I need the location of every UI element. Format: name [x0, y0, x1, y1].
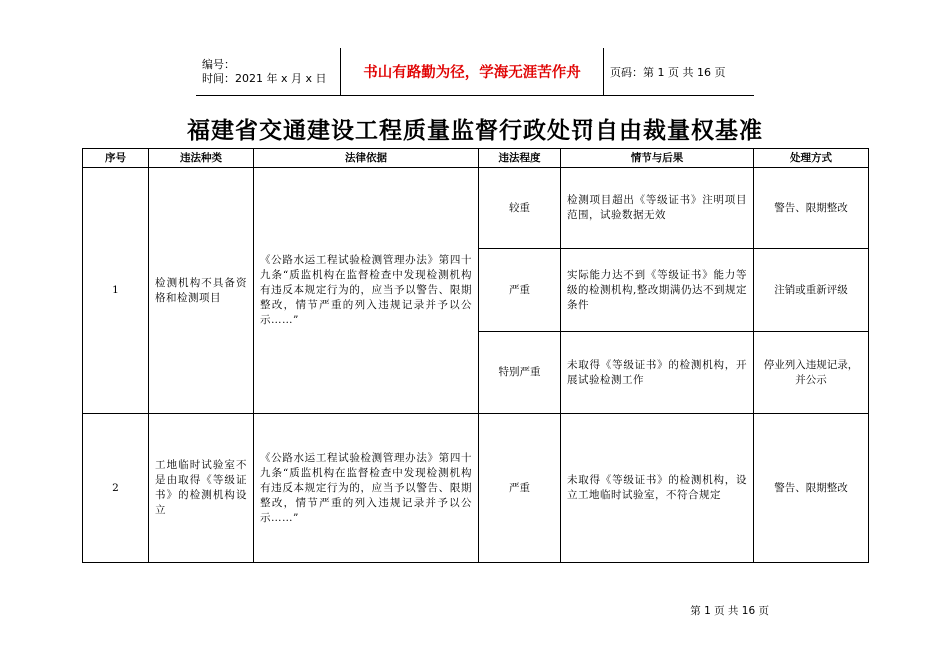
page-footer	[690, 603, 769, 618]
column-header-basis: 法律依据	[254, 149, 479, 168]
footer-mid: 页 共	[714, 605, 739, 617]
circumstance: 检测项目超出《等级证书》注明项目范围，试验数据无效	[561, 168, 754, 249]
document-title: 福建省交通建设工程质量监督行政处罚自由裁量权基准	[187, 117, 763, 144]
document-header	[196, 48, 754, 96]
row-number: 2	[83, 414, 149, 563]
violation-degree: 特别严重	[479, 332, 561, 414]
violation-degree: 严重	[479, 414, 561, 563]
number-label: 编号：	[202, 57, 235, 71]
table-row	[83, 414, 869, 563]
header-meta	[196, 48, 341, 96]
column-header-circumstance: 情节与后果	[561, 149, 754, 168]
violation-degree: 严重	[479, 249, 561, 332]
circumstance: 未取得《等级证书》的检测机构，开展试验检测工作	[561, 332, 754, 414]
legal-basis: 《公路水运工程试验检测管理办法》第四十九条“质监机构在监督检查中发现检测机构有违反本规定行为的，应当予以警告、限期整改，情节严重的列入违规记录并予以公示……”	[254, 168, 479, 414]
time-label: 时间：2021 年 x 月 x 日	[202, 71, 327, 85]
column-header-degree: 违法程度	[479, 149, 561, 168]
header-page-info: 页码：第 1 页 共 16 页	[604, 48, 755, 96]
footer-prefix: 第	[690, 605, 701, 617]
footer-page-number: 1	[704, 605, 711, 617]
violation-degree: 较重	[479, 168, 561, 249]
header-motto: 书山有路勤为径，学海无涯苦作舟	[341, 48, 604, 96]
penalty-table	[82, 148, 869, 563]
legal-basis: 《公路水运工程试验检测管理办法》第四十九条“质监机构在监督检查中发现检测机构有违反本规定行为的，应当予以警告、限期整改，情节严重的列入违规记录并予以公示……”	[254, 414, 479, 563]
footer-total-pages: 16	[741, 605, 756, 617]
column-header-type: 违法种类	[149, 149, 254, 168]
table-row	[83, 168, 869, 249]
action: 警告、限期整改	[754, 414, 869, 563]
column-header-no: 序号	[83, 149, 149, 168]
action: 停业列入违规记录，并公示	[754, 332, 869, 414]
column-header-action: 处理方式	[754, 149, 869, 168]
circumstance: 未取得《等级证书》的检测机构，设立工地临时试验室，不符合规定	[561, 414, 754, 563]
action: 警告、限期整改	[754, 168, 869, 249]
action: 注销或重新评级	[754, 249, 869, 332]
violation-type: 工地临时试验室不是由取得《等级证书》的检测机构设立	[149, 414, 254, 563]
violation-type: 检测机构不具备资格和检测项目	[149, 168, 254, 414]
circumstance: 实际能力达不到《等级证书》能力等级的检测机构,整改期满仍达不到规定条件	[561, 249, 754, 332]
table-header-row	[83, 149, 869, 168]
footer-suffix: 页	[758, 605, 769, 617]
row-number: 1	[83, 168, 149, 414]
